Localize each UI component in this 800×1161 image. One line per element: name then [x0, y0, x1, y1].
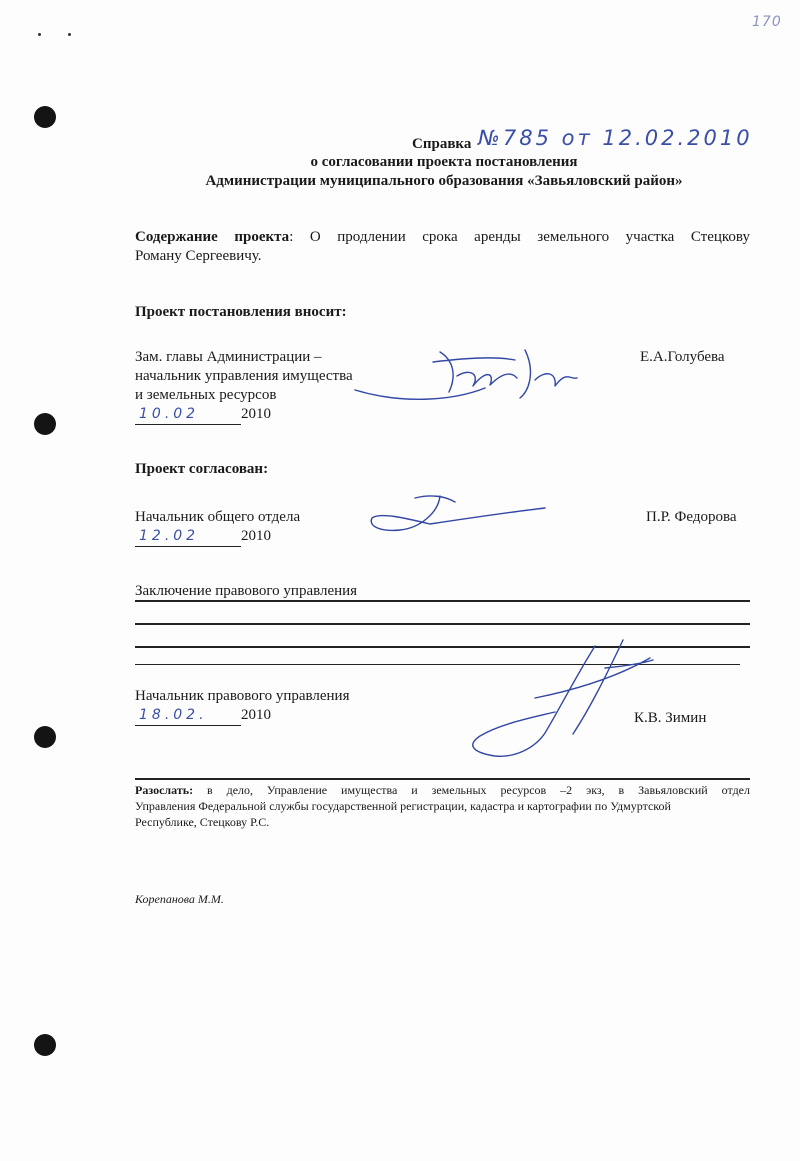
title-text: Справка — [412, 136, 472, 152]
agreed-date — [135, 527, 300, 547]
agreed-position-text: Начальник общего отдела — [135, 509, 301, 525]
submit-date-hand: 10.02 — [135, 405, 241, 425]
legal-year: 2010 — [241, 707, 271, 723]
scan-speck — [38, 33, 41, 36]
agreed-name: П.Р. Федорова — [646, 509, 737, 525]
legal-rule-1 — [135, 600, 750, 602]
legal-rule-3 — [135, 646, 750, 648]
legal-position-text: Начальник правового управления — [135, 688, 350, 704]
signature-zimin — [455, 638, 655, 768]
legal-name: К.В. Зимин — [634, 710, 707, 726]
submitted-heading: Проект постановления вносит: — [135, 304, 347, 320]
punch-hole — [34, 106, 56, 128]
submit-year: 2010 — [241, 406, 271, 422]
agreed-position — [135, 508, 300, 547]
punch-hole — [34, 726, 56, 748]
content-text-1: : О продлении срока аренды земельного участка Стецкову — [289, 229, 750, 245]
signature-fedorova — [360, 488, 560, 548]
legal-position — [135, 687, 349, 726]
content-label: Содержание проекта — [135, 229, 290, 245]
document-title — [412, 136, 471, 153]
punch-hole — [34, 1034, 56, 1056]
legal-date-hand: 18.02. — [135, 706, 241, 726]
legal-date — [135, 706, 349, 726]
title-line-2: о согласовании проекта постановления — [310, 154, 578, 170]
distribution-rule — [135, 778, 750, 780]
distribution-line-3: Республике, Стецкову Р.С. — [135, 815, 270, 829]
signature-golubeva — [345, 340, 585, 410]
position-line-3: и земельных ресурсов — [135, 387, 277, 403]
punch-hole — [34, 413, 56, 435]
project-content — [135, 228, 750, 266]
legal-heading: Заключение правового управления — [135, 583, 358, 599]
legal-rule-2 — [135, 623, 750, 625]
author: Корепанова М.М. — [135, 892, 224, 906]
agreed-heading: Проект согласован: — [135, 461, 269, 477]
position-line-2: начальник управления имущества — [135, 368, 353, 384]
agreed-year: 2010 — [241, 528, 271, 544]
scan-speck — [68, 33, 71, 36]
handwritten-number: №785 от 12.02.2010 — [478, 126, 753, 150]
distribution-label: Разослать: — [135, 783, 194, 797]
distribution-line-1: в дело, Управление имущества и земельных ресурсов –2 экз, в Завьяловский отдел — [193, 783, 750, 797]
submitter-name: Е.А.Голубева — [640, 349, 725, 365]
submit-date — [135, 405, 353, 425]
agreed-date-hand: 12.02 — [135, 527, 241, 547]
page-number: 170 — [752, 14, 782, 30]
position-line-1: Зам. главы Администрации – — [135, 349, 322, 365]
submitter-position — [135, 348, 353, 425]
distribution-block — [135, 782, 750, 830]
title-line-3: Администрации муниципального образования «Завьяловский район» — [205, 173, 683, 189]
content-text-2: Роману Сергеевичу. — [135, 248, 262, 264]
distribution-line-2: Управления Федеральной службы государственной регистрации, кадастра и картографии по Удмуртской — [135, 799, 671, 813]
